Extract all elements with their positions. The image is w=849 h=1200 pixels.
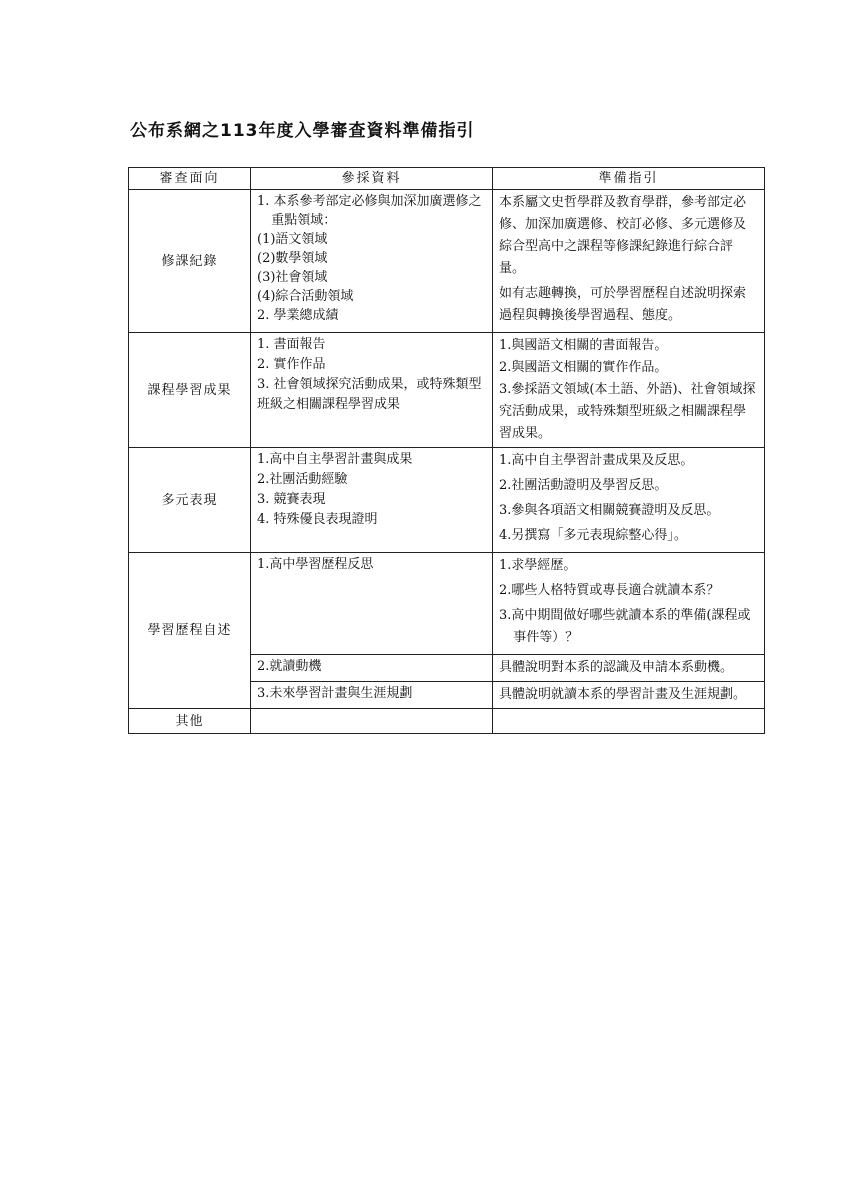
header-aspect: 審查面向 — [129, 168, 251, 190]
guide-cell — [493, 553, 765, 655]
document-title: 公布系網之113年度入學審查資料準備指引 — [130, 121, 475, 141]
material-item: 4. 特殊優良表現證明 — [257, 512, 378, 527]
aspect-course-record: 修課紀錄 — [129, 190, 251, 333]
guide-item: 2.與國語文相關的實作作品。 — [499, 360, 668, 375]
aspect-diverse-performance: 多元表現 — [129, 448, 251, 553]
material-item: 3. 社會領域探究活動成果，或特殊類型班級之相關課程學習成果 — [257, 377, 482, 412]
guide-item: 3.參採語文領域(本土語、外語)、社會領域探究活動成果，或特殊類型班級之相關課程學習成果。 — [499, 382, 756, 441]
material-item: (3)社會領域 — [257, 270, 328, 285]
guide-paragraph: 本系屬文史哲學群及教育學群，參考部定必修、加深加廣選修、校訂必修、多元選修及綜合型高中之課程等修課紀錄進行綜合評量。 — [499, 195, 747, 276]
material-item: 1. 本系參考部定必修與加深加廣選修之重點領域： — [257, 194, 482, 228]
materials-cell — [251, 190, 493, 333]
guide-item: 4.另撰寫「多元表現綜整心得」。 — [499, 528, 687, 543]
materials-cell: 2.就讀動機 — [251, 655, 493, 682]
materials-cell: 3.未來學習計畫與生涯規劃 — [251, 682, 493, 709]
guide-item: 3.參與各項語文相關競賽證明及反思。 — [499, 503, 720, 518]
materials-cell — [251, 333, 493, 448]
aspect-learning-outcome: 課程學習成果 — [129, 333, 251, 448]
guide-cell: 具體說明就讀本系的學習計畫及生涯規劃。 — [493, 682, 765, 709]
guide-cell — [493, 448, 765, 553]
material-item: 1.高中自主學習計畫與成果 — [257, 452, 413, 467]
material-item: (1)語文領域 — [257, 232, 328, 247]
table-row — [129, 333, 765, 448]
material-item: (2)數學領域 — [257, 251, 328, 266]
table-row — [129, 190, 765, 333]
table-row — [129, 553, 765, 655]
header-materials: 參採資料 — [251, 168, 493, 190]
material-item: 1. 書面報告 — [257, 337, 326, 352]
material-item: 3. 競賽表現 — [257, 492, 326, 507]
guide-item: 2.哪些人格特質或專長適合就讀本系？ — [499, 583, 720, 598]
review-guide-table — [128, 167, 765, 734]
header-guide: 準備指引 — [493, 168, 765, 190]
table-row — [129, 448, 765, 553]
guide-item: 1.求學經歷。 — [499, 558, 577, 573]
table-header-row — [129, 168, 765, 190]
guide-cell — [493, 333, 765, 448]
material-item: 2.社團活動經驗 — [257, 472, 348, 487]
guide-cell: 具體說明對本系的認識及申請本系動機。 — [493, 655, 765, 682]
aspect-learning-process-statement: 學習歷程自述 — [129, 553, 251, 709]
guide-item: 1.與國語文相關的書面報告。 — [499, 338, 668, 353]
table-row — [129, 709, 765, 734]
material-item: 2. 實作作品 — [257, 357, 326, 372]
aspect-other: 其他 — [129, 709, 251, 734]
material-item: (4)綜合活動領域 — [257, 289, 354, 304]
guide-cell-empty — [493, 709, 765, 734]
guide-item: 3.高中期間做好哪些就讀本系的準備(課程或事件等）？ — [499, 608, 751, 645]
materials-cell: 1.高中學習歷程反思 — [251, 553, 493, 655]
materials-cell-empty — [251, 709, 493, 734]
guide-item: 1.高中自主學習計畫成果及反思。 — [499, 453, 694, 468]
material-item: 2. 學業總成績 — [257, 308, 339, 323]
guide-paragraph: 如有志趣轉換，可於學習歷程自述說明探索過程與轉換後學習過程、態度。 — [499, 286, 747, 323]
guide-cell — [493, 190, 765, 333]
guide-item: 2.社團活動證明及學習反思。 — [499, 478, 668, 493]
materials-cell — [251, 448, 493, 553]
